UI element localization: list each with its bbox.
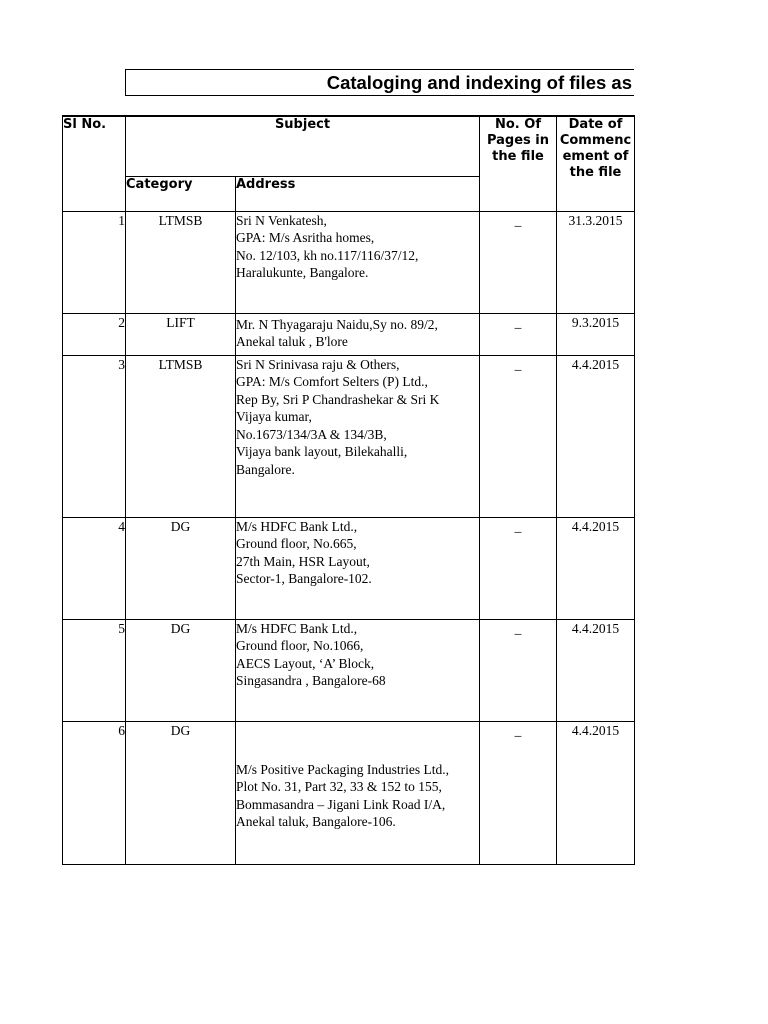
category-cell: LTMSB [126, 355, 236, 517]
header-address: Address [236, 176, 480, 211]
sl-no-cell: 1 [63, 211, 126, 313]
date-cell: 4.4.2015 [557, 619, 635, 721]
header-date: Date of Commenc ement of the file [557, 116, 635, 211]
header-pages: No. Of Pages in the file [480, 116, 557, 211]
date-cell: 31.3.2015 [557, 211, 635, 313]
pages-cell: _ [480, 721, 557, 864]
sl-no-cell: 6 [63, 721, 126, 864]
pages-cell: _ [480, 211, 557, 313]
table-row [63, 313, 635, 355]
category-cell: DG [126, 517, 236, 619]
pages-cell: _ [480, 355, 557, 517]
category-cell: DG [126, 619, 236, 721]
page-title: Cataloging and indexing of files as [326, 72, 632, 93]
header-subject: Subject [126, 116, 480, 176]
date-cell: 4.4.2015 [557, 721, 635, 864]
category-cell: LTMSB [126, 211, 236, 313]
address-cell: M/s HDFC Bank Ltd., Ground floor, No.665, 27th Main, HSR Layout, Sector-1, Bangalore-102. [236, 517, 480, 619]
address-cell: M/s HDFC Bank Ltd., Ground floor, No.1066, AECS Layout, ‘A’ Block, Singasandra , Bangalore-68 [236, 619, 480, 721]
sl-no-cell: 3 [63, 355, 126, 517]
table-row [63, 211, 635, 313]
sl-no-cell: 2 [63, 313, 126, 355]
category-cell: LIFT [126, 313, 236, 355]
address-cell: Sri N Venkatesh, GPA: M/s Asritha homes, No. 12/103, kh no.117/116/37/12, Haralukunte, Bangalore. [236, 211, 480, 313]
header-sl-no: Sl No. [63, 116, 126, 211]
sl-no-cell: 4 [63, 517, 126, 619]
title-box [125, 69, 634, 96]
table-row [63, 721, 635, 864]
header-category: Category [126, 176, 236, 211]
date-cell: 4.4.2015 [557, 355, 635, 517]
address-cell: Sri N Srinivasa raju & Others, GPA: M/s Comfort Selters (P) Ltd., Rep By, Sri P Chandrashekar & Sri K Vijaya kumar, No.1673/134/3A & 134/3B, Vijaya bank layout, Bilekahalli, Bangalore. [236, 355, 480, 517]
pages-cell: _ [480, 313, 557, 355]
files-index-table [62, 115, 635, 865]
pages-cell: _ [480, 619, 557, 721]
address-cell: Mr. N Thyagaraju Naidu,Sy no. 89/2, Anekal taluk , B'lore [236, 313, 480, 355]
table-row [63, 355, 635, 517]
sl-no-cell: 5 [63, 619, 126, 721]
table-row [63, 619, 635, 721]
address-cell: M/s Positive Packaging Industries Ltd., Plot No. 31, Part 32, 33 & 152 to 155, Bommasandra – Jigani Link Road I/A, Anekal taluk, Bangalore-106. [236, 721, 480, 864]
table-row [63, 517, 635, 619]
date-cell: 9.3.2015 [557, 313, 635, 355]
date-cell: 4.4.2015 [557, 517, 635, 619]
category-cell: DG [126, 721, 236, 864]
pages-cell: _ [480, 517, 557, 619]
